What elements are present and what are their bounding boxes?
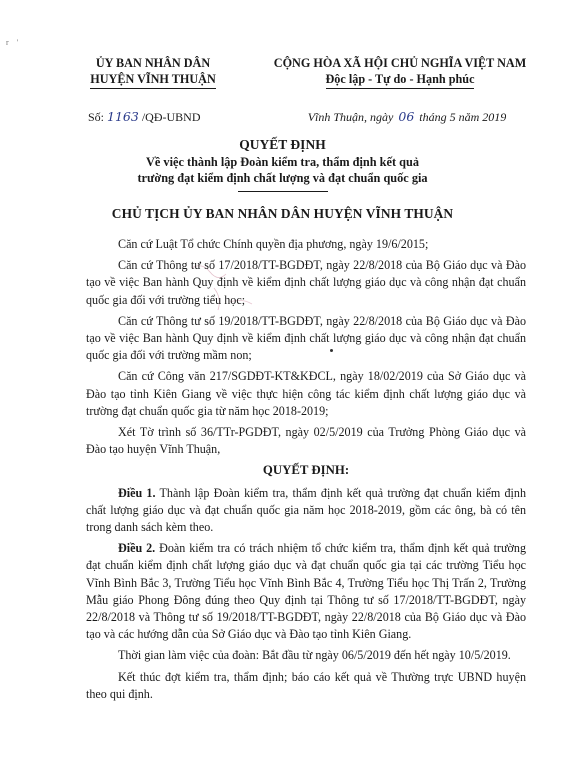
document-body: [86, 236, 526, 707]
article-2: [86, 540, 526, 643]
article-1-text: Thành lập Đoàn kiểm tra, thẩm định kết quả trường đạt chuẩn kiểm định chất lượng giáo dục và đạt chuẩn quốc gia năm học 2018-2019, gồm các ông, bà có tên trong danh sách kèm theo.: [86, 485, 526, 535]
legal-basis-4: Căn cứ Công văn 217/SGDĐT-KT&KĐCL, ngày 18/02/2019 của Sở Giáo dục và Đào tạo tỉnh Kiên Giang về việc thực hiện công tác kiểm định chất lượng giáo dục và trường đạt chuẩn quốc gia từ năm học 2018-2019;: [86, 369, 526, 418]
closing-instruction: Kết thúc đợt kiểm tra, thẩm định; báo cáo kết quả về Thường trực UBND huyện theo qui định.: [86, 669, 526, 701]
date-line: [262, 109, 552, 125]
issuing-authority: [68, 55, 238, 89]
nation-line1: CỘNG HÒA XÃ HỘI CHỦ NGHĨA VIỆT NAM: [273, 56, 527, 70]
doc-no-suffix: /QĐ-UBND: [141, 110, 201, 124]
national-heading: [250, 55, 550, 89]
unit-line2: HUYỆN VĨNH THUẬN: [90, 71, 216, 89]
legal-basis-3: Căn cứ Thông tư số 19/2018/TT-BGDĐT, ngày 22/8/2018 của Bộ Giáo dục và Đào tạo về việc Ban hành Quy định về kiểm định chất lượng giáo dục và công nhận đạt chuẩn quốc gia đối với trường mầm non;: [86, 313, 526, 363]
article-2-text: Đoàn kiểm tra có trách nhiệm tổ chức kiểm tra, thẩm định kết quả trường đạt chuẩn kiểm định chất lượng giáo dục và đạt chuẩn quốc gia tại các trường Tiểu học Vĩnh Bình Bắc 3, Trường Tiểu học Vĩnh Bình Bắc 4, Trường Tiểu học Thị Trấn 2, Trường Mẫu giáo Phong Đông đúng theo Quy định tại Thông tư số 17/2018/TT-BGDĐT, ngày 22/8/2018 và Thông tư số 19/2018/TT-BGDĐT, ngày 22/8/2018 của Bộ Giáo dục và Đào tạo và các hướng dẫn của Sở Giáo dục và Đào tạo tỉnh Kiên Giang.: [86, 541, 527, 642]
date-day: 06: [398, 109, 415, 124]
date-suffix: tháng 5 năm 2019: [419, 110, 507, 124]
document-subject: [40, 154, 525, 186]
legal-basis-5: Xét Tờ trình số 36/TTr-PGDĐT, ngày 02/5/2019 của Trưởng Phòng Giáo dục và Đào tạo huyện Vĩnh Thuận,: [86, 425, 526, 457]
article-2-label: Điều 2.: [118, 541, 156, 556]
doc-no-handwritten: 1163: [107, 109, 139, 124]
unit-line1: ỦY BAN NHÂN DÂN: [95, 56, 211, 70]
legal-basis-1: Căn cứ Luật Tổ chức Chính quyền địa phương, ngày 19/6/2015;: [118, 237, 429, 251]
scan-mark: r ': [6, 38, 19, 47]
article-1-label: Điều 1.: [118, 485, 156, 500]
scan-speck: [330, 349, 333, 352]
date-prefix: Vĩnh Thuận, ngày: [307, 110, 394, 124]
document-number: [88, 109, 201, 125]
subject-line2: trường đạt kiểm định chất lượng và đạt chuẩn quốc gia: [137, 171, 428, 185]
subject-line1: Về việc thành lập Đoàn kiểm tra, thẩm định kết quả: [146, 155, 419, 169]
doc-no-prefix: Số:: [88, 110, 105, 124]
document-title: QUYẾT ĐỊNH: [239, 137, 326, 152]
decision-heading: QUYẾT ĐỊNH:: [262, 463, 350, 478]
nation-motto: Độc lập - Tự do - Hạnh phúc: [326, 71, 475, 89]
title-divider: [238, 191, 328, 192]
working-schedule: Thời gian làm việc của đoàn: Bắt đầu từ ngày 06/5/2019 đến hết ngày 10/5/2019.: [118, 648, 511, 663]
signing-authority: CHỦ TỊCH ỦY BAN NHÂN DÂN HUYỆN VĨNH THUẬN: [111, 206, 454, 221]
legal-basis-2: Căn cứ Thông tư số 17/2018/TT-BGDĐT, ngày 22/8/2018 của Bộ Giáo dục và Đào tạo về việc Ban hành Quy định về kiểm định chất lượng giáo dục và công nhận đạt chuẩn quốc gia đối với trường tiểu học;: [86, 258, 526, 307]
article-1: [86, 485, 526, 537]
